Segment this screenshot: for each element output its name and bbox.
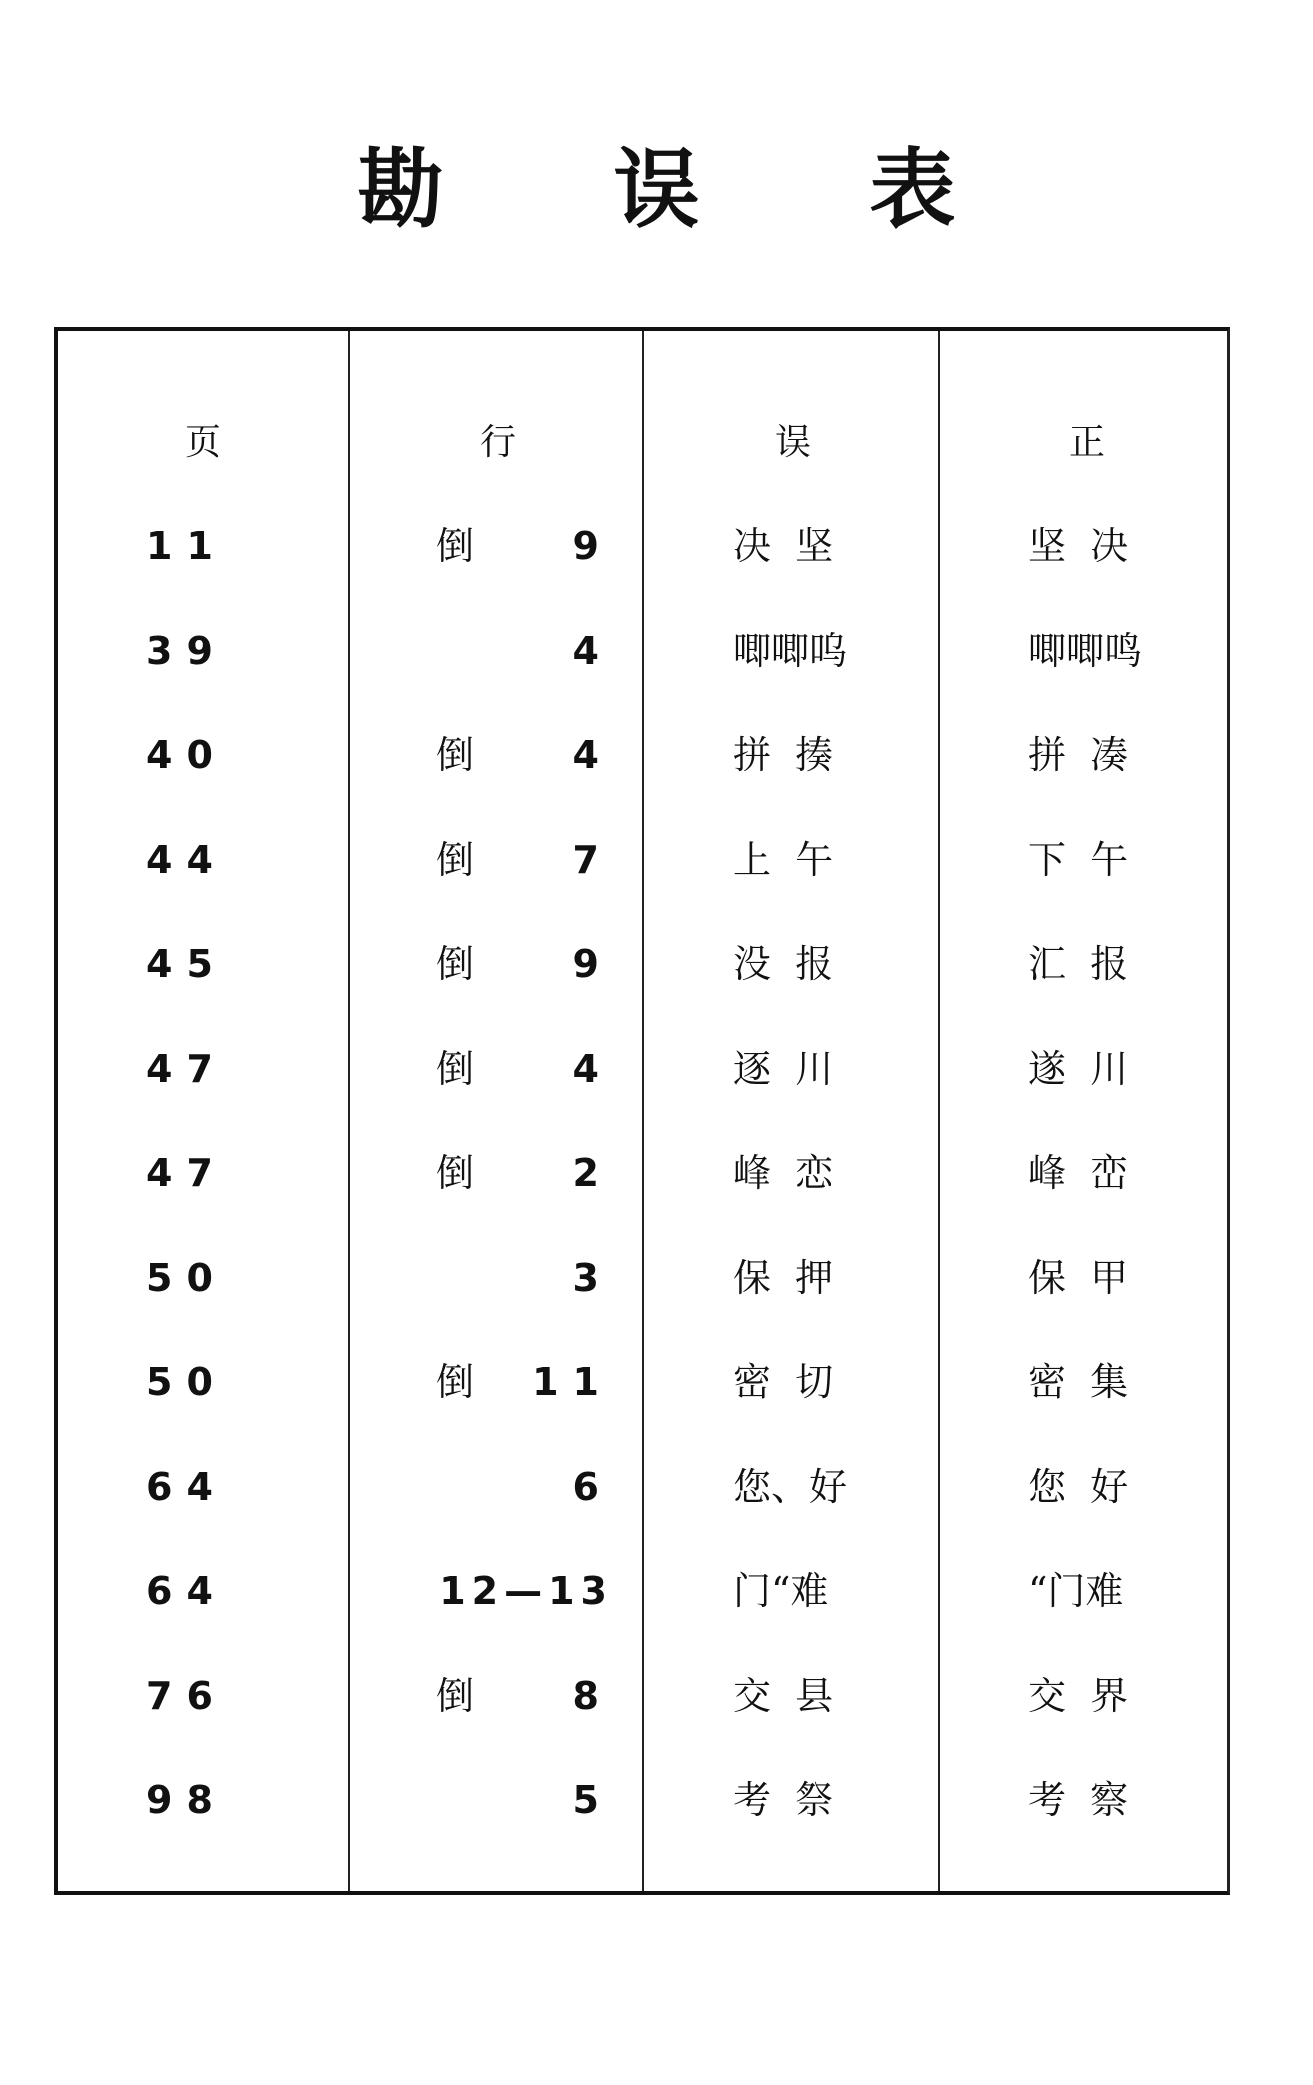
row-line-prefix: 倒 [436,838,475,882]
row-line-prefix: 倒 [436,942,475,986]
row-line-prefix: 倒 [436,524,475,568]
row-wrong-cell: 唧唧呜 [733,629,848,673]
row-line-number: 3 [572,1256,613,1300]
row-correct-cell: 您 好 [1028,1465,1129,1509]
row-correct-cell: 拼 凑 [1028,733,1129,777]
row-line-number: 4 [572,733,613,777]
row-page-cell: 39 [146,629,227,673]
row-line-prefix: 倒 [436,1674,475,1718]
row-line-number: 6 [572,1465,613,1509]
row-wrong-cell: 决 坚 [733,524,834,568]
row-line-number: 4 [572,629,613,673]
row-line-number: 8 [572,1674,613,1718]
errata-table [54,327,1230,1895]
row-correct-cell: 汇 报 [1028,942,1129,986]
row-line-number: 7 [572,838,613,882]
row-wrong-cell: 密 切 [733,1360,834,1404]
row-correct-cell: 考 察 [1028,1778,1129,1822]
row-page-cell: 50 [146,1256,227,1300]
header-line: 行 [480,422,517,463]
row-line-number: 11 [532,1360,613,1404]
row-page-cell: 64 [146,1465,227,1509]
row-page-cell: 44 [146,838,227,882]
row-page-cell: 64 [146,1569,227,1613]
row-page-cell: 11 [146,524,227,568]
header-page: 页 [185,422,222,463]
row-wrong-cell: 没 报 [733,942,834,986]
row-page-cell: 47 [146,1047,227,1091]
page-title: 勘 误 表 [357,139,1026,240]
row-line-number: 9 [572,942,613,986]
row-wrong-cell: 拼 揍 [733,733,834,777]
row-page-cell: 45 [146,942,227,986]
row-wrong-cell: 您、好 [733,1465,848,1509]
row-page-cell: 40 [146,733,227,777]
column-divider [642,331,644,1891]
row-wrong-cell: 峰 恋 [733,1151,834,1195]
row-line-number: 5 [572,1778,613,1822]
row-correct-cell: 密 集 [1028,1360,1129,1404]
row-page-cell: 98 [146,1778,227,1822]
row-correct-cell: 坚 决 [1028,524,1129,568]
row-wrong-cell: 保 押 [733,1256,834,1300]
row-page-cell: 76 [146,1674,227,1718]
row-wrong-cell: 考 祭 [733,1778,834,1822]
row-wrong-cell: 上 午 [733,838,834,882]
row-line-prefix: 倒 [436,1047,475,1091]
row-correct-cell: 下 午 [1028,838,1129,882]
row-correct-cell: “门难 [1028,1569,1124,1613]
row-page-cell: 47 [146,1151,227,1195]
row-line-number: 4 [572,1047,613,1091]
header-correct: 正 [1069,422,1106,463]
row-line-prefix: 倒 [436,1151,475,1195]
column-divider [938,331,940,1891]
row-page-cell: 50 [146,1360,227,1404]
row-correct-cell: 峰 峦 [1028,1151,1129,1195]
header-wrong: 误 [775,422,812,463]
row-correct-cell: 交 界 [1028,1674,1129,1718]
row-wrong-cell: 逐 川 [733,1047,834,1091]
row-wrong-cell: 交 县 [733,1674,834,1718]
row-line-prefix: 倒 [436,733,475,777]
row-line-prefix: 倒 [436,1360,475,1404]
row-correct-cell: 保 甲 [1028,1256,1129,1300]
row-line-number: 12—13 [439,1569,613,1613]
row-line-number: 2 [572,1151,613,1195]
row-line-number: 9 [572,524,613,568]
row-correct-cell: 遂 川 [1028,1047,1129,1091]
row-correct-cell: 唧唧鸣 [1028,629,1143,673]
row-wrong-cell: 门“难 [733,1569,829,1613]
column-divider [348,331,350,1891]
